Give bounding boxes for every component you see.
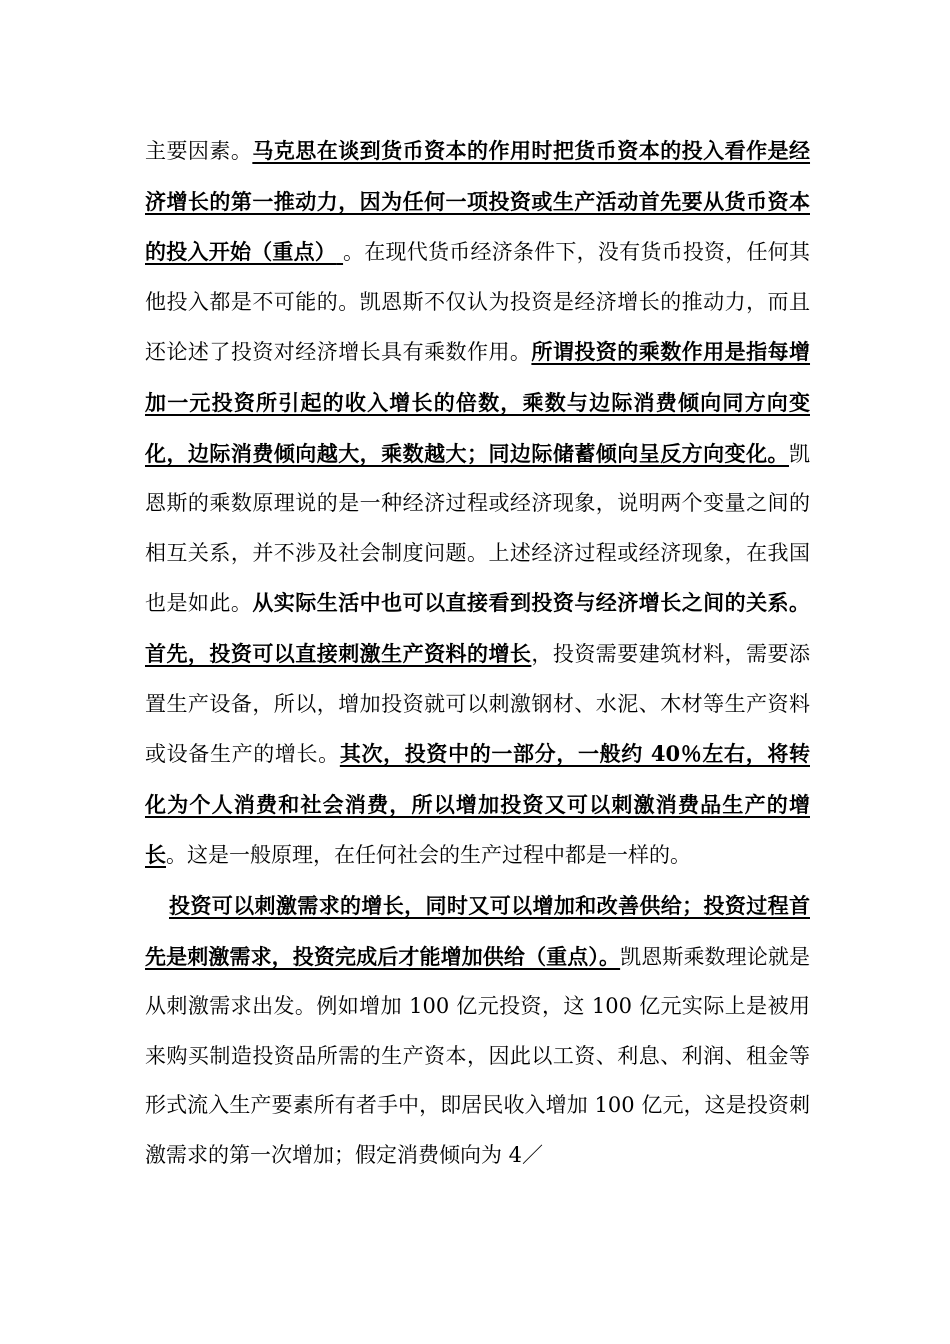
text-run: 凯恩斯乘数理论就是从刺激需求出发。例如增加 100 亿元投资，这 100 亿元实际上是被用来购买制造投资品所需的生产资本，因此以工资、利息、利润、租金等形式流入生产要素所有者手中，即居民收入增加 100 亿元，这是投资刺激需求的第一次增加；假定消费倾向为 4／ <box>145 944 811 1167</box>
bold-text: 从实际生活中也可以直接看到投资与经济增长之间的关系。 <box>252 590 811 616</box>
text-run: 主要因素。 <box>145 139 253 163</box>
text-run: ，投资需要建筑材料，需要添置生产设备，所以，增加投资就可以刺激钢材、水泥、木材等生产资料或设备生产的增长。 <box>145 641 811 767</box>
text-run: 凯恩斯的乘数原理说的是一种经济过程或经济现象，说明两个变量之间的相互关系，并不涉及社会制度问题。上述经济过程或经济现象，在我国也是如此。 <box>145 441 810 616</box>
text-run: 。在现代货币经济条件下，没有货币投资，任何其他投入都是不可能的。凯恩斯不仅认为投资是经济增长的推动力，而且还论述了投资对经济增长具有乘数作用。 <box>145 240 810 365</box>
underline-space <box>336 240 343 264</box>
emphasis-text: 首先，投资可以直接刺激生产资料的增长 <box>145 640 532 666</box>
emphasis-text: 其次，投资中的一部分，一般约 40％左右，将转化为个人消费和社会消费，所以增加投资又可以刺激消费品生产的增长 <box>145 741 810 868</box>
paragraph-2 <box>145 881 810 1181</box>
paragraph-1 <box>145 126 810 881</box>
text-run: 。这是一般原理，在任何社会的生产过程中都是一样的。 <box>166 843 691 868</box>
document-page <box>145 126 810 1180</box>
emphasis-text: 所谓投资的乘数作用是指每增加一元投资所引起的收入增长的倍数，乘数与边际消费倾向同方向变化，边际消费倾向越大，乘数越大；同边际储蓄倾向呈反方向变化。 <box>145 339 811 466</box>
emphasis-text: 马克思在谈到货币资本的作用时把货币资本的投入看作是经济增长的第一推动力，因为任何一项投资或生产活动首先要从货币资本的投入开始（重点） <box>145 138 811 265</box>
emphasis-text: 投资可以刺激需求的增长，同时又可以增加和改善供给；投资过程首先是刺激需求，投资完成后才能增加供给（重点）。 <box>145 892 810 969</box>
